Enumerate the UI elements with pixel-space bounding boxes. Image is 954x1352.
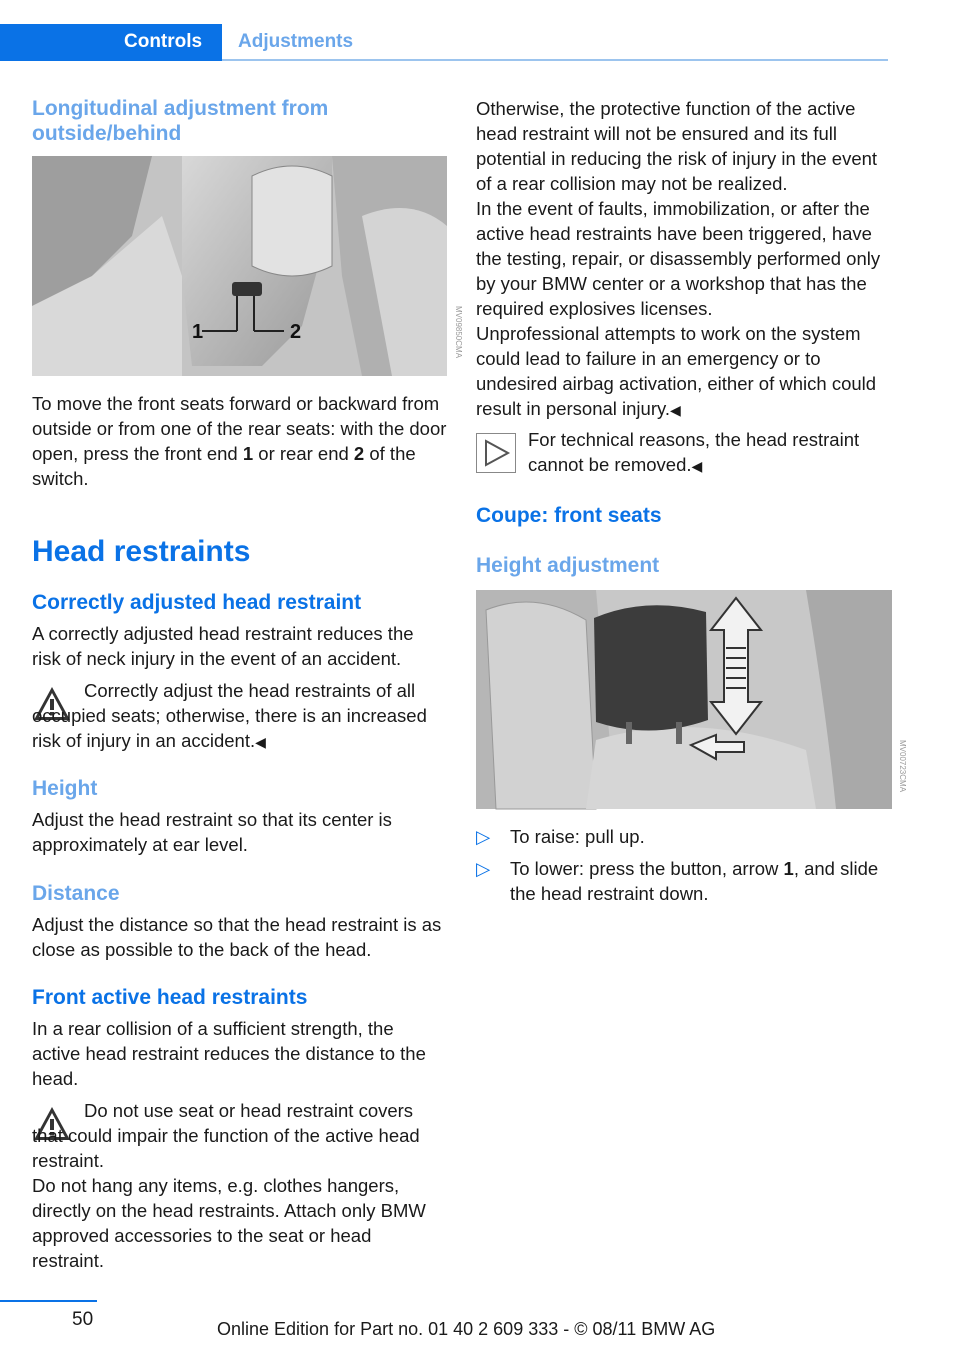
- header-subsection-label: Adjustments: [238, 31, 354, 52]
- heading-correctly-adjusted: Correctly adjusted head restraint: [32, 591, 362, 614]
- para-move-text-a: To move the front seats forward or backward from outside or from one of the rear seats: with the door open, press the front end: [32, 393, 447, 464]
- para-otherwise: Otherwise, the protective function of the active head restraint will not be ensured and its full potential in reducing the risk of injury in the event of a rear collision may not be realized.: [476, 98, 878, 194]
- para-distance: Adjust the distance so that the head restraint is as close as possible to the back of the head.: [32, 914, 442, 960]
- heading-coupe-front-seats: Coupe: front seats: [476, 504, 662, 527]
- end-mark-icon: ◀: [691, 458, 703, 474]
- note-text: For technical reasons, the head restraint cannot be removed.: [528, 429, 860, 475]
- list-item: [476, 856, 888, 906]
- right-column: [476, 96, 888, 423]
- fig1-code: MV09850CMA: [454, 306, 463, 359]
- figure-head-restraint: [476, 590, 907, 809]
- heading-longitudinal: Longitudinal adjustment from outside/behind: [32, 97, 329, 145]
- para-unprofessional: Unprofessional attempts to work on the system could lead to failure in an emergency or to undesired airbag activation, either of which could result in personal injury.: [476, 323, 877, 419]
- header-rule: [222, 59, 888, 61]
- warning-1-text: Correctly adjust the head restraints of all occupied seats; otherwise, there is an increased risk of injury in an accident.: [32, 680, 427, 751]
- footer-edition: Online Edition for Part no. 01 40 2 609 333 - © 08/11 BMW AG: [217, 1319, 716, 1339]
- seat-switch-illustration: [32, 156, 463, 376]
- warning-1: [32, 678, 447, 755]
- bullet-2-text-a: To lower: press the button, arrow: [510, 858, 784, 879]
- bullet-list: [476, 824, 888, 906]
- bullet-triangle-icon: ▷: [476, 826, 491, 847]
- para-faults: In the event of faults, immobilization, or after the active head restraints have been triggered, have the testing, repair, or disassembly performed only by your BMW center or a workshop that has the required explosives licenses.: [476, 198, 881, 319]
- bullet-2-ref: 1: [783, 858, 794, 879]
- para-do-not-hang: Do not hang any items, e.g. clothes hangers, directly on the head restraints. Attach only BMW approved accessories to the seat or head restraint.: [32, 1175, 426, 1271]
- warning-2-text: Do not use seat or head restraint covers that could impair the function of the active head restraint.: [32, 1100, 420, 1171]
- note-icon: [476, 433, 516, 473]
- para-move-ref-1: 1: [242, 443, 254, 464]
- para-move-ref-2: 2: [353, 443, 365, 464]
- left-column: [32, 96, 447, 146]
- para-correctly: A correctly adjusted head restraint reduces the risk of neck injury in the event of an accident.: [32, 623, 414, 669]
- para-move-text-c: or rear end: [253, 443, 354, 464]
- heading-height: Height: [32, 777, 98, 800]
- heading-head-restraints: Head restraints: [32, 535, 251, 568]
- end-mark-icon: ◀: [670, 402, 681, 418]
- para-move-seats: [32, 391, 447, 491]
- page-number: 50: [72, 1309, 94, 1330]
- head-restraint-illustration: [476, 590, 907, 809]
- para-height: Adjust the head restraint so that its center is approximately at ear level.: [32, 809, 392, 855]
- warning-2: [32, 1098, 447, 1273]
- note: [528, 427, 888, 479]
- bullet-triangle-icon: ▷: [476, 858, 491, 879]
- bullet-2-text-c: , and slide the head restraint down.: [510, 858, 879, 904]
- para-front-active: In a rear collision of a sufficient strength, the active head restraint reduces the distance to the head.: [32, 1018, 426, 1089]
- fig1-callout-1: 1: [192, 321, 204, 343]
- header-section-label: Controls: [124, 31, 203, 52]
- fig1-callout-2: 2: [290, 321, 302, 343]
- fig2-code: MV00723CMA: [898, 740, 907, 793]
- footer-rule: [0, 1300, 97, 1302]
- end-mark-icon: ◀: [255, 734, 266, 750]
- figure-seat-switch: [32, 156, 463, 376]
- list-item: [476, 824, 888, 849]
- heading-distance: Distance: [32, 882, 120, 905]
- para-move-text-d: of the switch.: [32, 443, 416, 489]
- heading-front-active: Front active head restraints: [32, 986, 308, 1009]
- bullet-1-text: To raise: pull up.: [510, 826, 645, 847]
- heading-height-adjustment: Height adjustment: [476, 554, 660, 577]
